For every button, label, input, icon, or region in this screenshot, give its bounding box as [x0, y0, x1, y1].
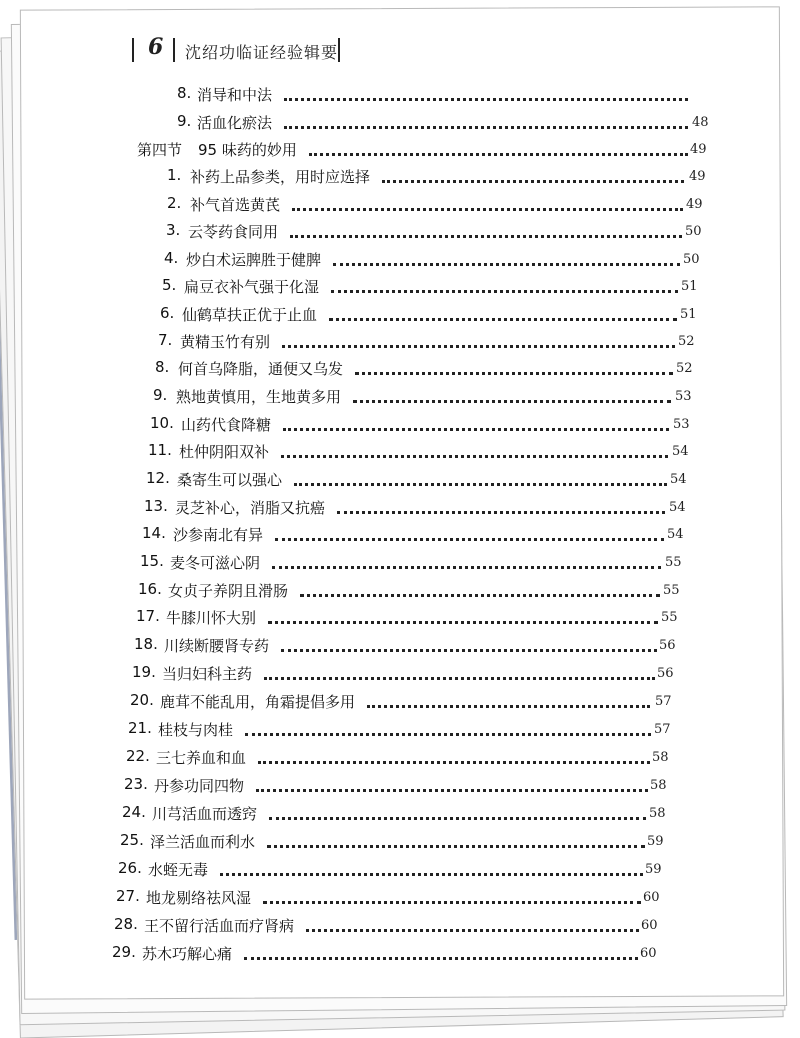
- toc-leader-dots: [264, 673, 655, 680]
- toc-entry[interactable]: [0, 552, 800, 580]
- toc-leader-dots: [290, 231, 682, 238]
- toc-entry-page: 59: [645, 862, 662, 877]
- toc-entry[interactable]: [0, 497, 800, 525]
- toc-entry[interactable]: [0, 166, 800, 194]
- toc-entry[interactable]: [0, 887, 800, 915]
- toc-entry-page: 55: [663, 583, 680, 598]
- toc-entry-title: 杜仲阴阳双补: [179, 443, 270, 461]
- toc-leader-dots: [294, 479, 667, 486]
- page-number: 6: [148, 34, 164, 60]
- toc-leader-dots: [256, 785, 648, 792]
- toc-entry-title: 仙鹤草扶正优于止血: [182, 306, 318, 324]
- toc-entry-title: 补药上品参类，用时应选择: [190, 168, 371, 186]
- toc-entry-number: 24.: [122, 803, 146, 821]
- toc-entry-page: 50: [683, 252, 700, 267]
- toc-entry-page: 52: [678, 334, 695, 349]
- toc-entry-page: 52: [676, 361, 693, 376]
- toc-entry-number: 8.: [155, 358, 170, 376]
- toc-entry-number: 29.: [112, 943, 136, 961]
- toc-entry-number: 17.: [136, 607, 160, 625]
- toc-leader-dots: [275, 534, 664, 541]
- toc-entry[interactable]: [0, 803, 800, 831]
- toc-entry-title: 麦冬可滋心阴: [170, 554, 261, 572]
- toc-entry[interactable]: [0, 663, 800, 691]
- toc-entry-number: 4.: [164, 249, 179, 267]
- toc-entry-number: 13.: [144, 497, 168, 515]
- toc-entry-number: 22.: [126, 747, 150, 765]
- toc-entry-title: 黄精玉竹有别: [180, 333, 271, 351]
- toc-leader-dots: [258, 757, 650, 764]
- toc-leader-dots: [309, 149, 688, 156]
- toc-leader-dots: [367, 701, 650, 708]
- toc-entry-number: 14.: [142, 524, 166, 542]
- toc-leader-dots: [292, 204, 683, 211]
- header-bar-middle: [173, 38, 175, 62]
- toc-leader-dots: [284, 122, 688, 129]
- toc-entry[interactable]: [0, 112, 800, 140]
- toc-entry-title: 扁豆衣补气强于化湿: [184, 278, 320, 296]
- toc-entry-page: 53: [675, 389, 692, 404]
- toc-leader-dots: [267, 841, 645, 848]
- toc-entry-number: 3.: [166, 221, 181, 239]
- toc-entry-title: 补气首选黄芪: [190, 196, 281, 214]
- toc-entry-title: 牛膝川怀大别: [166, 609, 257, 627]
- toc-entry[interactable]: [0, 304, 800, 332]
- toc-entry-page: 58: [652, 750, 669, 765]
- toc-entry-number: 6.: [160, 304, 175, 322]
- toc-entry-title: 当归妇科主药: [162, 665, 253, 683]
- toc-entry-page: 49: [686, 197, 703, 212]
- toc-entry-page: 60: [643, 890, 660, 905]
- toc-leader-dots: [284, 94, 688, 101]
- toc-entry-title: 云苓药食同用: [188, 223, 279, 241]
- book-title: 沈绍功临证经验辑要: [185, 43, 339, 62]
- toc-leader-dots: [355, 368, 673, 375]
- toc-entry-title: 女贞子养阴且滑肠: [168, 582, 289, 600]
- toc-entry-page: 49: [689, 169, 706, 184]
- toc-entry-number: 16.: [138, 580, 162, 598]
- toc-leader-dots: [220, 869, 643, 876]
- toc-entry[interactable]: [0, 386, 800, 414]
- toc-entry-page: 54: [667, 527, 684, 542]
- toc-leader-dots: [281, 645, 657, 652]
- toc-entry-title: 灵芝补心，消脂又抗癌: [175, 499, 326, 517]
- toc-entry-title: 何首乌降脂，通便又乌发: [178, 360, 344, 378]
- toc-entry-page: 59: [647, 834, 664, 849]
- toc-entry[interactable]: [0, 943, 800, 971]
- toc-entry-page: 54: [670, 472, 687, 487]
- toc-entry-title: 三七养血和血: [156, 749, 247, 767]
- toc-leader-dots: [268, 617, 658, 624]
- toc-entry[interactable]: [0, 358, 800, 386]
- toc-entry-number: 23.: [124, 775, 148, 793]
- toc-entry-title: 沙参南北有异: [173, 526, 264, 544]
- toc-entry-title: 王不留行活血而疗肾病: [144, 917, 295, 935]
- toc-entry-number: 21.: [128, 719, 152, 737]
- toc-entry-page: 49: [690, 142, 707, 157]
- toc-leader-dots: [306, 925, 639, 932]
- toc-entry-number: 9.: [153, 386, 168, 404]
- toc-entry[interactable]: [0, 719, 800, 747]
- toc-entry[interactable]: [0, 691, 800, 719]
- toc-entry[interactable]: [0, 249, 800, 277]
- toc-leader-dots: [245, 729, 651, 736]
- toc-entry-number: 25.: [120, 831, 144, 849]
- toc-entry[interactable]: [0, 276, 800, 304]
- toc-leader-dots: [283, 424, 669, 431]
- toc-leader-dots: [382, 176, 684, 183]
- toc-leader-dots: [244, 953, 638, 960]
- toc-entry[interactable]: [0, 747, 800, 775]
- toc-entry-title: 川芎活血而透窍: [152, 805, 258, 823]
- toc-entry[interactable]: [0, 221, 800, 249]
- toc-entry[interactable]: [0, 915, 800, 943]
- toc-entry-title: 山药代食降糖: [181, 416, 272, 434]
- toc-entry-title: 95 味药的妙用: [198, 141, 297, 159]
- toc-entry[interactable]: [0, 775, 800, 803]
- toc-leader-dots: [263, 897, 641, 904]
- toc-entry-title: 消导和中法: [197, 86, 273, 104]
- toc-entry-page: 51: [681, 279, 698, 294]
- toc-entry-number: 1.: [167, 166, 182, 184]
- toc-entry[interactable]: [0, 139, 800, 167]
- toc-entry-page: 57: [655, 694, 672, 709]
- toc-entry[interactable]: [0, 635, 800, 663]
- toc-entry-number: 12.: [146, 469, 170, 487]
- toc-entry-number: 19.: [132, 663, 156, 681]
- toc-entry-number: 27.: [116, 887, 140, 905]
- toc-leader-dots: [282, 341, 675, 348]
- toc-leader-dots: [331, 286, 678, 293]
- toc-entry-title: 鹿茸不能乱用，角霜提倡多用: [160, 693, 356, 711]
- toc-entry-page: 53: [673, 417, 690, 432]
- toc-entry-title: 熟地黄慎用，生地黄多用: [176, 388, 342, 406]
- toc-entry-number: 8.: [177, 84, 192, 102]
- toc-entry[interactable]: [0, 84, 800, 112]
- toc-entry-number: 20.: [130, 691, 154, 709]
- toc-entry-page: 56: [657, 666, 674, 681]
- toc-entry-title: 丹参功同四物: [154, 777, 245, 795]
- toc-leader-dots: [337, 507, 665, 514]
- toc-entry-title: 水蛭无毒: [148, 861, 209, 879]
- toc-leader-dots: [333, 259, 680, 266]
- toc-entry-number: 26.: [118, 859, 142, 877]
- toc-entry-page: 60: [641, 918, 658, 933]
- toc-entry-page: 54: [672, 444, 689, 459]
- toc-entry-page: 60: [640, 946, 657, 961]
- header-bar-left: [132, 38, 134, 62]
- toc-entry-page: 54: [669, 500, 686, 515]
- toc-entry-page: 51: [680, 307, 697, 322]
- toc-entry[interactable]: [0, 194, 800, 222]
- toc-entry[interactable]: [0, 441, 800, 469]
- toc-entry-title: 桂枝与肉桂: [158, 721, 234, 739]
- toc-entry-title: 活血化瘀法: [197, 114, 273, 132]
- toc-entry-page: 55: [665, 555, 682, 570]
- toc-leader-dots: [353, 396, 671, 403]
- toc-leader-dots: [329, 314, 677, 321]
- toc-entry[interactable]: [0, 580, 800, 608]
- toc-leader-dots: [281, 451, 668, 458]
- toc-entry-number: 11.: [148, 441, 172, 459]
- toc-entry-title: 地龙剔络祛风湿: [146, 889, 252, 907]
- toc-entry-page: 58: [649, 806, 666, 821]
- toc-entry-page: 57: [654, 722, 671, 737]
- toc-entry[interactable]: [0, 414, 800, 442]
- toc-entry-page: 58: [650, 778, 667, 793]
- toc-entry-number: 15.: [140, 552, 164, 570]
- toc-entry-title: 苏木巧解心痛: [142, 945, 233, 963]
- toc-entry[interactable]: [0, 524, 800, 552]
- toc-entry-number: 9.: [177, 112, 192, 130]
- toc-entry-page: 56: [659, 638, 676, 653]
- toc-entry-page: 50: [685, 224, 702, 239]
- header-bar-right: [338, 38, 340, 62]
- toc-entry-title: 泽兰活血而利水: [150, 833, 256, 851]
- toc-entry-number: 7.: [158, 331, 173, 349]
- toc-entry-number: 2.: [167, 194, 182, 212]
- toc-entry[interactable]: [0, 331, 800, 359]
- toc-entry-number: 18.: [134, 635, 158, 653]
- toc-entry[interactable]: [0, 831, 800, 859]
- toc-entry-page: 55: [661, 610, 678, 625]
- toc-entry-number: 10.: [150, 414, 174, 432]
- toc-leader-dots: [269, 813, 646, 820]
- toc-entry[interactable]: [0, 469, 800, 497]
- toc-entry[interactable]: [0, 607, 800, 635]
- toc-entry[interactable]: [0, 859, 800, 887]
- toc-entry-number: 5.: [162, 276, 177, 294]
- toc-leader-dots: [272, 562, 661, 569]
- toc-entry-page: 48: [692, 115, 709, 130]
- toc-entry-number: 28.: [114, 915, 138, 933]
- toc-entry-number: 第四节: [137, 141, 183, 159]
- toc-leader-dots: [300, 590, 660, 597]
- toc-entry-title: 炒白术运脾胜于健脾: [186, 251, 322, 269]
- toc-entry-title: 桑寄生可以强心: [177, 471, 283, 489]
- toc-entry-title: 川续断腰肾专药: [164, 637, 270, 655]
